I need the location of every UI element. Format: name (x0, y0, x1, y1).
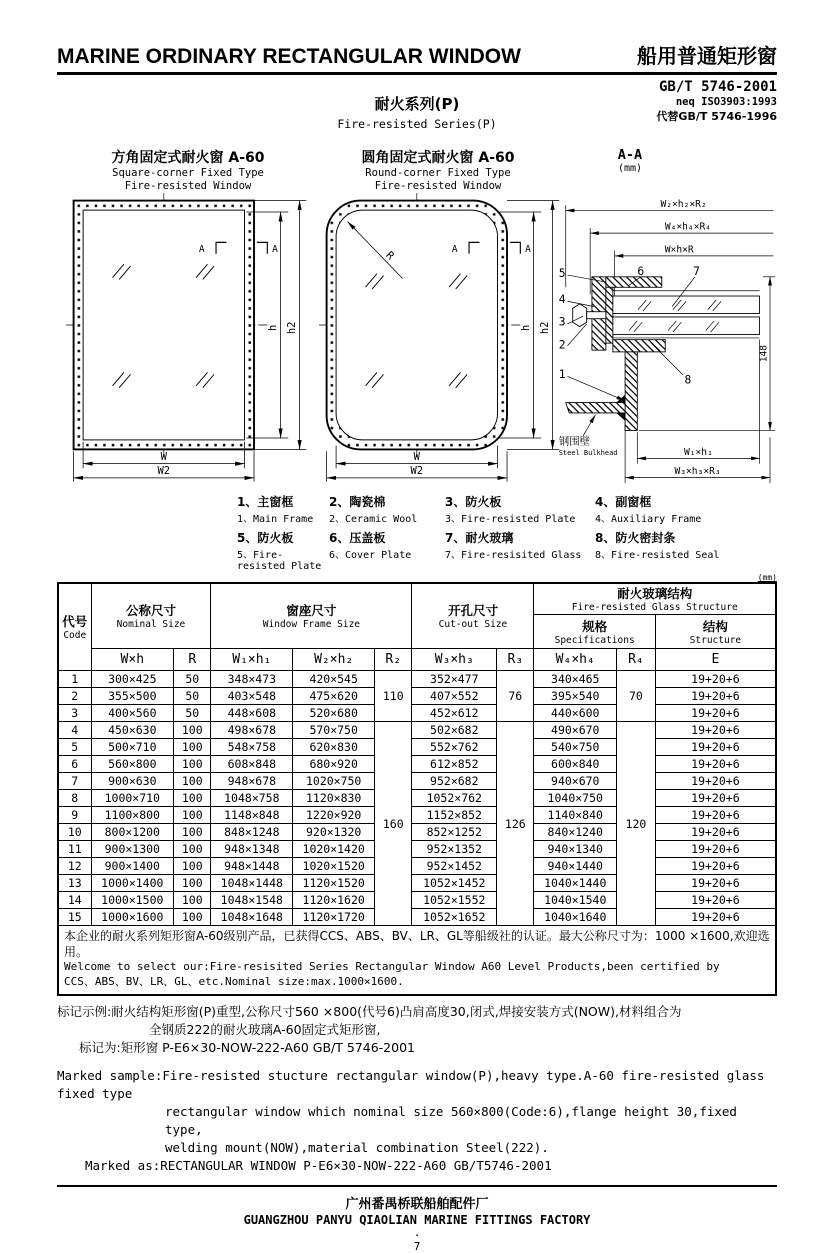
table-cell: 340×465 (534, 671, 617, 688)
factory-name-zh: 广州番禺桥联船舶配件厂 (345, 1197, 489, 1213)
svg-text:h2: h2 (285, 321, 298, 335)
table-cell: 952×1352 (412, 841, 497, 858)
col-header-structure: 结构 Structure (655, 615, 776, 649)
round-window-block (319, 147, 557, 489)
legend-item: 3、防火板 3、Fire-resisted Plate (445, 494, 576, 525)
table-cell: 7 (58, 773, 91, 790)
table-cell: 560×800 (91, 756, 174, 773)
table-cell: 352×477 (412, 671, 497, 688)
table-cell: 1000×1600 (91, 909, 174, 926)
table-row (58, 841, 776, 858)
part-8-label: 8 (684, 372, 692, 387)
series-title-zh: 耐火系列(P) (374, 95, 460, 113)
table-cell: 548×758 (211, 739, 293, 756)
table-cell: 1020×750 (293, 773, 375, 790)
table-cell: 452×612 (412, 705, 497, 722)
table-cell: 1000×710 (91, 790, 174, 807)
page-title-en: MARINE ORDINARY RECTANGULAR WINDOW (57, 45, 521, 68)
table-cell: 450×630 (91, 722, 174, 739)
table-cell: 900×1300 (91, 841, 174, 858)
table-row (58, 790, 776, 807)
unit-header-r: R (174, 649, 211, 671)
svg-text:h: h (266, 324, 279, 331)
section-title (557, 147, 777, 193)
table-row (58, 909, 776, 926)
table-cell: 1052×1552 (412, 892, 497, 909)
table-cell: 940×670 (534, 773, 617, 790)
table-cell: 1000×1500 (91, 892, 174, 909)
table-cell: 100 (174, 739, 211, 756)
square-window-title-en2: Fire-resisted Window (124, 179, 252, 192)
table-cell: 490×670 (534, 722, 617, 739)
table-cell: 1048×758 (211, 790, 293, 807)
table-row (58, 875, 776, 892)
part-2-label: 2 (558, 337, 566, 352)
table-cell: 400×560 (91, 705, 174, 722)
part-3-label: 3 (558, 314, 566, 329)
table-note-en2: CCS、ABS、BV、LR、GL、etc.Nominal size:max.1000×1600. (64, 975, 404, 989)
drawings-row (57, 147, 777, 489)
table-cell: 50 (174, 688, 211, 705)
table-cell-merged: 126 (497, 722, 534, 926)
table-cell: 19+20+6 (655, 688, 776, 705)
legend-item: 8、防火密封条 8、Fire-resisted Seal (595, 530, 720, 561)
table-cell: 502×682 (412, 722, 497, 739)
svg-text:A: A (451, 243, 458, 255)
dim-whr-label: W×h×R (664, 244, 694, 256)
table-cell: 19+20+6 (655, 790, 776, 807)
table-unit-label: (mm) (757, 572, 777, 582)
table-cell: 19+20+6 (655, 807, 776, 824)
table-cell: 475×620 (293, 688, 375, 705)
round-window-title (319, 147, 557, 193)
table-cell: 920×1320 (293, 824, 375, 841)
table-cell: 19+20+6 (655, 671, 776, 688)
dim-w2h2r2-label: W₂×h₂×R₂ (660, 198, 707, 210)
table-cell: 900×1400 (91, 858, 174, 875)
page-footer (57, 1185, 777, 1252)
section-unit-label: (mm) (617, 163, 643, 174)
table-cell: 1148×848 (211, 807, 293, 824)
sub-header (57, 75, 777, 145)
part-5-label: 5 (558, 265, 566, 280)
part-7-label: 7 (693, 264, 701, 279)
table-cell: 355×500 (91, 688, 174, 705)
table-cell: 300×425 (91, 671, 174, 688)
unit-header-e: E (655, 649, 776, 671)
table-cell: 100 (174, 722, 211, 739)
section-drawing (557, 193, 777, 485)
table-cell: 8 (58, 790, 91, 807)
table-cell: 10 (58, 824, 91, 841)
unit-header-w2h2: W₂×h₂ (293, 649, 375, 671)
square-window-drawing (66, 193, 311, 484)
round-window-title-zh: 圆角固定式耐火窗 A-60 (361, 150, 515, 166)
table-row (58, 807, 776, 824)
svg-text:W: W (160, 450, 167, 463)
part-1-label: 1 (558, 367, 566, 382)
table-cell: 948×1448 (211, 858, 293, 875)
table-cell: 1020×1420 (293, 841, 375, 858)
legend-item: 1、主窗框 1、Main Frame (237, 494, 314, 525)
table-cell: 1 (58, 671, 91, 688)
section-block (557, 147, 777, 489)
svg-text:钢围壁: 钢围壁 (558, 435, 591, 448)
legend-item: 7、耐火玻璃 7、Fire-resisited Glass (445, 530, 582, 561)
table-cell: 3 (58, 705, 91, 722)
table-cell: 19+20+6 (655, 909, 776, 926)
table-cell: 612×852 (412, 756, 497, 773)
table-cell: 948×1348 (211, 841, 293, 858)
table-cell: 520×680 (293, 705, 375, 722)
factory-name-en: GUANGZHOU PANYU QIAOLIAN MARINE FITTINGS FACTORY (243, 1213, 591, 1228)
table-cell: 50 (174, 705, 211, 722)
standard-neq: neq ISO3903:1993 (675, 96, 777, 109)
table-cell: 900×630 (91, 773, 174, 790)
legend-item: 6、压盖板 6、Cover Plate (329, 530, 412, 561)
unit-header-w3h3: W₃×h₃ (412, 649, 497, 671)
table-cell: 1120×1720 (293, 909, 375, 926)
table-cell: 6 (58, 756, 91, 773)
table-cell: 680×920 (293, 756, 375, 773)
section-title-label: A-A (617, 147, 643, 163)
legend-item: 4、副窗框 4、Auxiliary Frame (595, 494, 702, 525)
table-row (58, 824, 776, 841)
square-window-block (57, 147, 319, 489)
table-cell: 800×1200 (91, 824, 174, 841)
table-cell-merged: 70 (617, 671, 656, 722)
table-cell: 1120×830 (293, 790, 375, 807)
table-row (58, 756, 776, 773)
svg-text:A: A (198, 243, 205, 255)
series-title (57, 93, 777, 131)
marking-zh-line3: 标记为:矩形窗 P-E6×30-NOW-222-A60 GB/T 5746-2001 (79, 1040, 415, 1056)
col-header-frame: 窗座尺寸 Window Frame Size (211, 583, 412, 649)
table-cell: 1040×1640 (534, 909, 617, 926)
round-window-title-en1: Round-corner Fixed Type (365, 167, 511, 179)
table-cell: 100 (174, 773, 211, 790)
table-note-row (58, 926, 776, 996)
table-row (58, 671, 776, 688)
round-window-drawing (319, 193, 564, 484)
table-cell: 12 (58, 858, 91, 875)
table-cell: 852×1252 (412, 824, 497, 841)
table-cell: 948×678 (211, 773, 293, 790)
table-cell: 1052×1452 (412, 875, 497, 892)
table-note-en1: Welcome to select our:Fire-resisited Series Rectangular Window A60 Level Products,been certified by (64, 960, 720, 974)
col-header-cutout: 开孔尺寸 Cut-out Size (412, 583, 534, 649)
unit-header-w4h4: W₄×h₄ (534, 649, 617, 671)
svg-text:h: h (519, 324, 532, 331)
marking-en-line3: welding mount(NOW),material combination Steel(222). (165, 1140, 549, 1156)
table-cell: 540×750 (534, 739, 617, 756)
table-cell: 50 (174, 671, 211, 688)
table-cell: 1000×1400 (91, 875, 174, 892)
unit-header-wh: W×h (91, 649, 174, 671)
table-cell: 1120×1620 (293, 892, 375, 909)
table-cell: 100 (174, 875, 211, 892)
table-cell: 19+20+6 (655, 824, 776, 841)
table-cell: 403×548 (211, 688, 293, 705)
unit-header-r4: R₄ (617, 649, 656, 671)
table-cell: 19+20+6 (655, 892, 776, 909)
table-cell: 15 (58, 909, 91, 926)
table-cell: 1048×1648 (211, 909, 293, 926)
square-window-title-en1: Square-corner Fixed Type (112, 167, 264, 179)
table-row (58, 892, 776, 909)
table-cell: 1040×1440 (534, 875, 617, 892)
unit-header-r3: R₃ (497, 649, 534, 671)
table-row (58, 773, 776, 790)
table-cell: 5 (58, 739, 91, 756)
dim-w4h4r4-label: W₄×h₄×R₄ (664, 221, 712, 233)
table-cell: 2 (58, 688, 91, 705)
col-header-specifications: 规格 Specifications (534, 615, 655, 649)
parts-legend (237, 493, 777, 572)
table-cell: 1048×1448 (211, 875, 293, 892)
series-title-en: Fire-resisted Series(P) (337, 117, 497, 131)
col-header-code: 代号 Code (58, 583, 91, 671)
table-cell: 100 (174, 858, 211, 875)
table-cell: 100 (174, 790, 211, 807)
table-cell: 952×1452 (412, 858, 497, 875)
table-cell: 19+20+6 (655, 705, 776, 722)
square-window-title-zh: 方角固定式耐火窗 A-60 (111, 150, 265, 166)
marking-en-line2: rectangular window which nominal size 560×800(Code:6),flange height 30,fixed type, (165, 1103, 737, 1137)
table-cell: 19+20+6 (655, 858, 776, 875)
table-cell: 1052×762 (412, 790, 497, 807)
marking-example (57, 1003, 777, 1175)
marking-zh-line2: 全钢质222的耐火玻璃A-60固定式矩形窗, (149, 1022, 381, 1038)
table-cell: 19+20+6 (655, 773, 776, 790)
steel-bulkhead-label (559, 415, 618, 457)
table-cell: 1040×1540 (534, 892, 617, 909)
part-4-label: 4 (558, 291, 566, 306)
legend-item: 2、陶瓷棉 2、Ceramic Wool (329, 494, 418, 525)
table-cell: 840×1240 (534, 824, 617, 841)
svg-text:R: R (383, 249, 397, 263)
table-cell: 1120×1520 (293, 875, 375, 892)
table-cell-merged: 110 (375, 671, 412, 722)
svg-text:W2: W2 (410, 465, 424, 478)
table-cell: 500×710 (91, 739, 174, 756)
svg-text:A: A (525, 243, 531, 255)
table-cell: 9 (58, 807, 91, 824)
table-cell: 1052×1652 (412, 909, 497, 926)
table-cell: 848×1248 (211, 824, 293, 841)
table-cell: 1140×840 (534, 807, 617, 824)
table-cell: 1152×852 (412, 807, 497, 824)
table-cell: 940×1340 (534, 841, 617, 858)
square-window-title (57, 147, 319, 193)
marking-en-line4: Marked as:RECTANGULAR WINDOW P-E6×30-NOW-222-A60 GB/T5746-2001 (85, 1158, 552, 1174)
table-cell-merged: 76 (497, 671, 534, 722)
table-cell: 100 (174, 841, 211, 858)
svg-text:W: W (413, 450, 420, 463)
table-row (58, 705, 776, 722)
table-cell: 100 (174, 909, 211, 926)
table-cell: 19+20+6 (655, 722, 776, 739)
table-cell: 1100×800 (91, 807, 174, 824)
table-cell: 407×552 (412, 688, 497, 705)
unit-header-w1h1: W₁×h₁ (211, 649, 293, 671)
table-cell-merged: 160 (375, 722, 412, 926)
standard-number: GB/T 5746-2001 (658, 79, 777, 95)
svg-text:W₁×h₁: W₁×h₁ (683, 446, 713, 458)
part-6-label: 6 (637, 264, 645, 279)
marking-en-line1: Marked sample:Fire-resisted stucture rectangular window(P),heavy type.A-60 fire-resisted glass fixed type (57, 1067, 765, 1101)
col-header-nominal: 公称尺寸 Nominal Size (91, 583, 211, 649)
table-cell: 19+20+6 (655, 875, 776, 892)
table-cell: 620×830 (293, 739, 375, 756)
table-cell: 1020×1520 (293, 858, 375, 875)
table-cell: 940×1440 (534, 858, 617, 875)
table-cell: 498×678 (211, 722, 293, 739)
table-cell: 100 (174, 892, 211, 909)
table-cell: 348×473 (211, 671, 293, 688)
section-assembly (566, 277, 760, 431)
table-cell: 19+20+6 (655, 739, 776, 756)
table-cell-merged: 120 (617, 722, 656, 926)
dim-w1h1 (637, 340, 759, 464)
table-cell: 1040×750 (534, 790, 617, 807)
table-cell: 608×848 (211, 756, 293, 773)
table-cell: 19+20+6 (655, 841, 776, 858)
table-note-zh: 本企业的耐火系列矩形窗A-60级别产品，已获得CCS、ABS、BV、LR、GL等船级社的认证。最大公称尺寸为：1000 ×1600,欢迎选用。 (64, 929, 770, 960)
table-cell: 1220×920 (293, 807, 375, 824)
table-row (58, 688, 776, 705)
table-cell: 19+20+6 (655, 756, 776, 773)
table-cell: 100 (174, 824, 211, 841)
table-cell: 100 (174, 807, 211, 824)
svg-text:h2: h2 (538, 321, 551, 335)
page-title-zh: 船用普通矩形窗 (637, 44, 777, 68)
table-cell: 11 (58, 841, 91, 858)
marking-zh-line1: 标记示例:耐火结构矩形窗(P)重型,公称尺寸560 ×800(代号6)凸肩高度30,闭式,焊接安装方式(NOW),材料组合为 (57, 1004, 682, 1020)
table-cell: 4 (58, 722, 91, 739)
table-row (58, 739, 776, 756)
legend-item: 5、防火板 5、Fire-resisted Plate (237, 530, 322, 572)
table-cell: 420×545 (293, 671, 375, 688)
table-cell: 440×600 (534, 705, 617, 722)
round-window-title-en2: Fire-resisted Window (374, 179, 502, 192)
table-row (58, 858, 776, 875)
table-cell: 952×682 (412, 773, 497, 790)
spec-table-body (58, 671, 776, 926)
svg-text:Steel Bulkhead: Steel Bulkhead (558, 448, 618, 457)
table-cell: 100 (174, 756, 211, 773)
svg-text:148: 148 (758, 344, 770, 363)
table-row (58, 722, 776, 739)
unit-header-r2: R₂ (375, 649, 412, 671)
table-cell: 570×750 (293, 722, 375, 739)
table-cell: 448×608 (211, 705, 293, 722)
svg-text:W2: W2 (157, 465, 170, 478)
page-number: · 7 (413, 1229, 421, 1253)
table-cell: 552×762 (412, 739, 497, 756)
table-cell: 600×840 (534, 756, 617, 773)
table-cell: 1048×1548 (211, 892, 293, 909)
col-header-glass: 耐火玻璃结构 Fire-resisted Glass Structure (534, 583, 776, 615)
spec-table (57, 582, 777, 997)
svg-text:A: A (271, 243, 278, 255)
table-cell: 14 (58, 892, 91, 909)
svg-text:W₃×h₃×R₃: W₃×h₃×R₃ (674, 466, 721, 478)
table-cell: 13 (58, 875, 91, 892)
standard-replaces: 代替GB/T 5746-1996 (656, 109, 777, 123)
table-cell: 395×540 (534, 688, 617, 705)
page-header (57, 40, 777, 75)
